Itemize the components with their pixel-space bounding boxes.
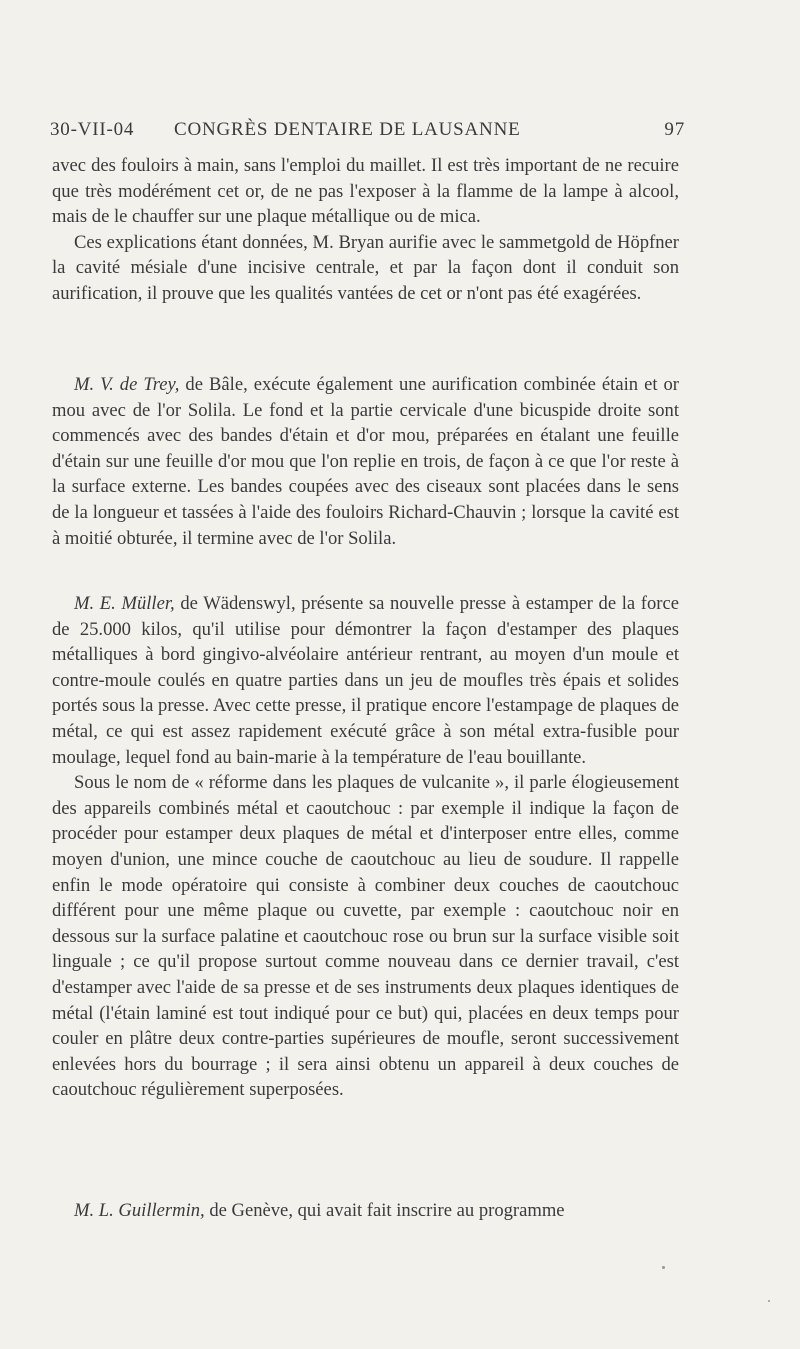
text-block-muller [52,591,679,1103]
text-block-continuation [52,153,679,307]
header-date: 30-VII-04 [50,119,135,140]
paper-speck [662,1266,665,1269]
paragraph-muller [52,591,679,770]
paragraph-de-trey [52,372,679,551]
paper-speck [768,1300,770,1302]
paragraph-vulcanite: Sous le nom de « réforme dans les plaques de vulcanite », il parle élogieusement des appareils combinés métal et caoutchouc : par exemple il indique la façon de procéder pour estamper deux plaques de métal et d'interposer entre elles, comme moyen d'union, une mince couche de caoutchouc au lieu de soudure. Il rappelle enfin le mode opératoire qui consiste à combiner deux couches de caoutchouc différent pour une même plaque ou cuvette, par exemple : caoutchouc noir en dessous sur la surface palatine et caoutchouc rose ou brun sur la surface visible soit linguale ; ce qu'il propose surtout comme nouveau dans ce dernier travail, c'est d'estamper avec l'aide de sa presse et de ses instruments deux plaques identiques de métal (l'étain laminé est tout indiqué pour ce but) qui, placées en deux temps pour couler en plâtre deux contre-parties supérieures de moufle, seront successivement enlevées hors du bourrage ; il sera ainsi obtenu un appareil à deux couches de caoutchouc régulièrement superposées. [52,772,679,1101]
running-header [50,119,685,149]
header-title: CONGRÈS DENTAIRE DE LAUSANNE [174,119,521,140]
paragraph-body: de Genève, qui avait fait inscrire au programme [204,1200,565,1221]
paragraph-body: de Bâle, exécute également une aurification combinée étain et or mou avec de l'or Solila. Le fond et la partie cervicale d'une bicuspide droite sont commencés avec des bandes d'étain et d'or mou, préparées en étalant une feuille d'étain sur une feuille d'or mou que l'on replie en trois, de façon à ce que l'or reste à la surface externe. Les bandes coupées avec des ciseaux sont placées dans le sens de la longueur et tassées à l'aide des fouloirs Richard-Chauvin ; lorsque la cavité est à moitié obturée, il termine avec de l'or Solila. [52,374,680,549]
speaker-name: M. E. Müller, [74,593,175,614]
speaker-name: M. L. Guillermin, [74,1200,205,1221]
text-block-guillermin [52,1198,679,1224]
paragraph-maillet: avec des fouloirs à main, sans l'emploi du maillet. Il est très important de ne recuire que très modérément cet or, de ne pas l'exposer à la flamme de la lampe à alcool, mais de le chauffer sur une plaque métallique ou de mica. [52,155,679,228]
paragraph-body: de Wädenswyl, présente sa nouvelle presse à estamper de la force de 25.000 kilos, qu'il utilise pour démontrer la façon d'estamper des plaques métalliques à bord gingivo-alvéolaire antérieur rentrant, au moyen d'un moule et contre-moule coulés en quatre parties dans un jeu de moufles très épais et solides portés sous la presse. Avec cette presse, il pratique encore l'estampage de plaques de métal, ce qui est assez rapidement exécuté grâce à son métal extra-fusible pour moulage, lequel fond au bain-marie à la température de l'eau bouillante. [52,593,679,768]
paragraph-guillermin [52,1198,679,1224]
text-block-de-trey [52,372,679,551]
speaker-name: M. V. de Trey, [74,374,180,395]
paragraph-bryan: Ces explications étant données, M. Bryan aurifie avec le sammetgold de Höpfner la cavité mésiale d'une incisive centrale, et par la façon dont il conduit son aurification, il prouve que les qualités vantées de cet or n'ont pas été exagérées. [52,231,679,304]
page-number: 97 [664,119,685,140]
